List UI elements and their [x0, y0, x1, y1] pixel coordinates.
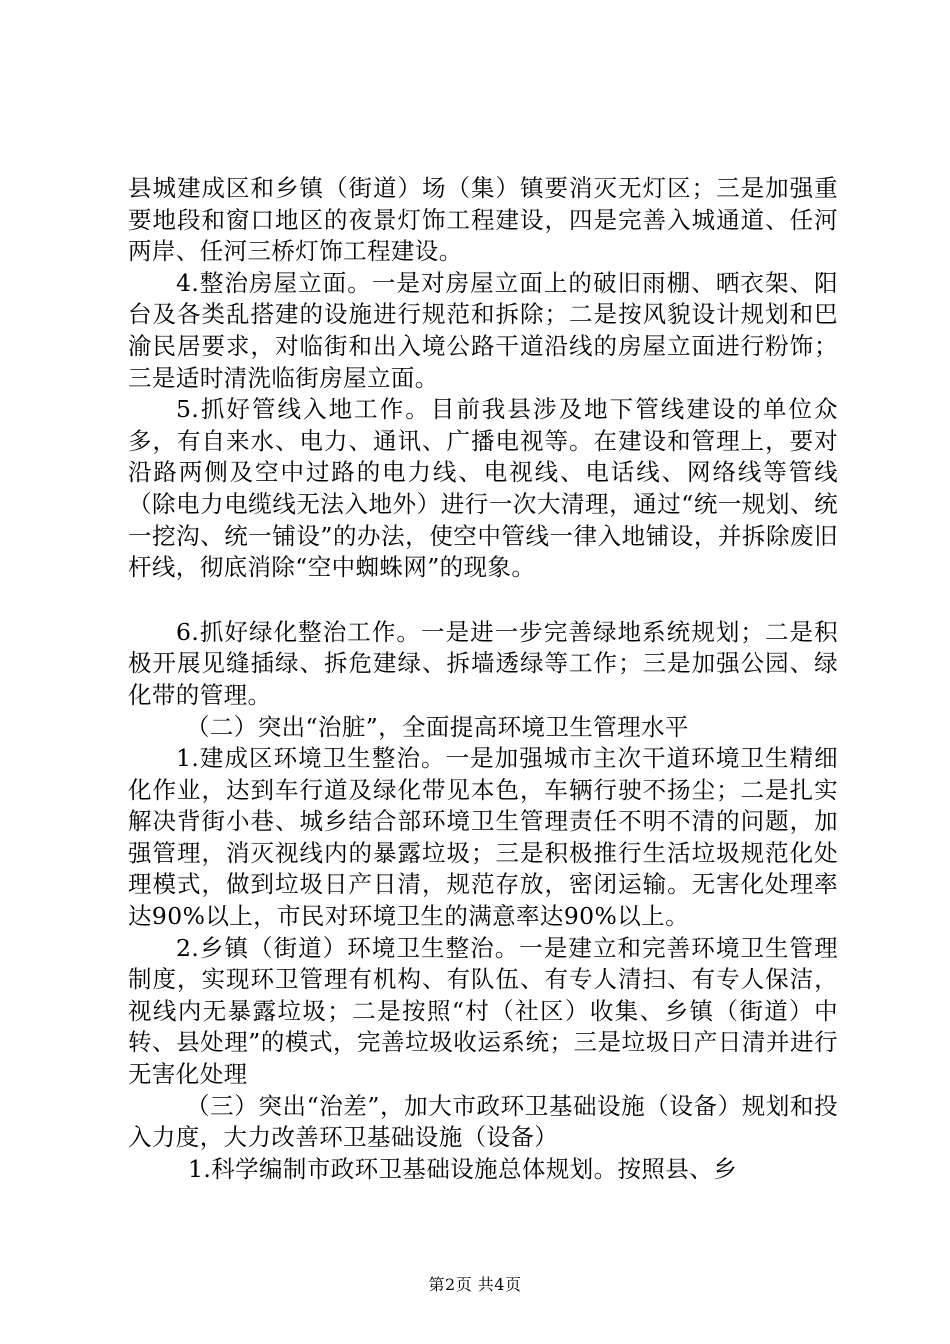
- paragraph-lighting-continued: 县城建成区和乡镇（街道）场（集）镇要消灭无灯区；三是加强重要地段和窗口地区的夜景灯饰工程建设，四是完善入城通道、任河两岸、任河三桥灯饰工程建设。: [128, 174, 838, 266]
- section-heading-2: （二）突出“治脏”，全面提高环境卫生管理水平: [186, 712, 689, 741]
- paragraph-township-sanitation: 2.乡镇（街道）环境卫生整治。一是建立和完善环境卫生管理制度，实现环卫管理有机构、有队伍、有专人清扫、有专人保洁，视线内无暴露垃圾；二是按照“村（社区）收集、乡镇（街道）中转、县处理”的模式，完善垃圾收运系统；三是垃圾日产日清并进行无害化处理: [128, 933, 838, 1089]
- document-body: [128, 173, 838, 1185]
- paragraph-spacer: [128, 584, 838, 617]
- section-heading-3: （三）突出“治差”，加大市政环卫基础设施（设备）规划和投入力度，大力改善环卫基础设施（设备）: [128, 1091, 838, 1152]
- page-number-footer: 第2页 共4页: [428, 1275, 522, 1294]
- paragraph-urban-sanitation: 1.建成区环境卫生整治。一是加强城市主次干道环境卫生精细化作业，达到车行道及绿化带见本色，车辆行驶不扬尘；二是扎实解决背街小巷、城乡结合部环境卫生管理责任不明不清的问题，加强管理，消灭视线内的暴露垃圾；三是积极推行生活垃圾规范化处理模式，做到垃圾日产日清，规范存放，密闭运输。无害化处理率达90%以上，市民对环境卫生的满意率达90%以上。: [128, 744, 838, 931]
- paragraph-infrastructure-planning: 1.科学编制市政环卫基础设施总体规划。按照县、乡: [188, 1154, 738, 1183]
- paragraph-item-5-pipelines: 5.抓好管线入地工作。目前我县涉及地下管线建设的单位众多，有自来水、电力、通讯、广播电视等。在建设和管理上，要对沿路两侧及空中过路的电力线、电视线、电话线、网络线等管线（除电力电缆线无法入地外）进行一次大清理，通过“统一规划、统一挖沟、统一铺设”的办法，使空中管线一律入地铺设，并拆除废旧杆线，彻底消除“空中蜘蛛网”的现象。: [128, 395, 838, 582]
- paragraph-item-6-greening: 6.抓好绿化整治工作。一是进一步完善绿地系统规划；二是积极开展见缝插绿、拆危建绿、拆墙透绿等工作；三是加强公园、绿化带的管理。: [128, 617, 838, 709]
- paragraph-item-4-facades: 4.整治房屋立面。一是对房屋立面上的破旧雨棚、晒衣架、阳台及各类乱搭建的设施进行规范和拆除；二是按风貌设计规划和巴渝民居要求，对临街和出入境公路干道沿线的房屋立面进行粉饰；三是适时清洗临街房屋立面。: [128, 268, 838, 392]
